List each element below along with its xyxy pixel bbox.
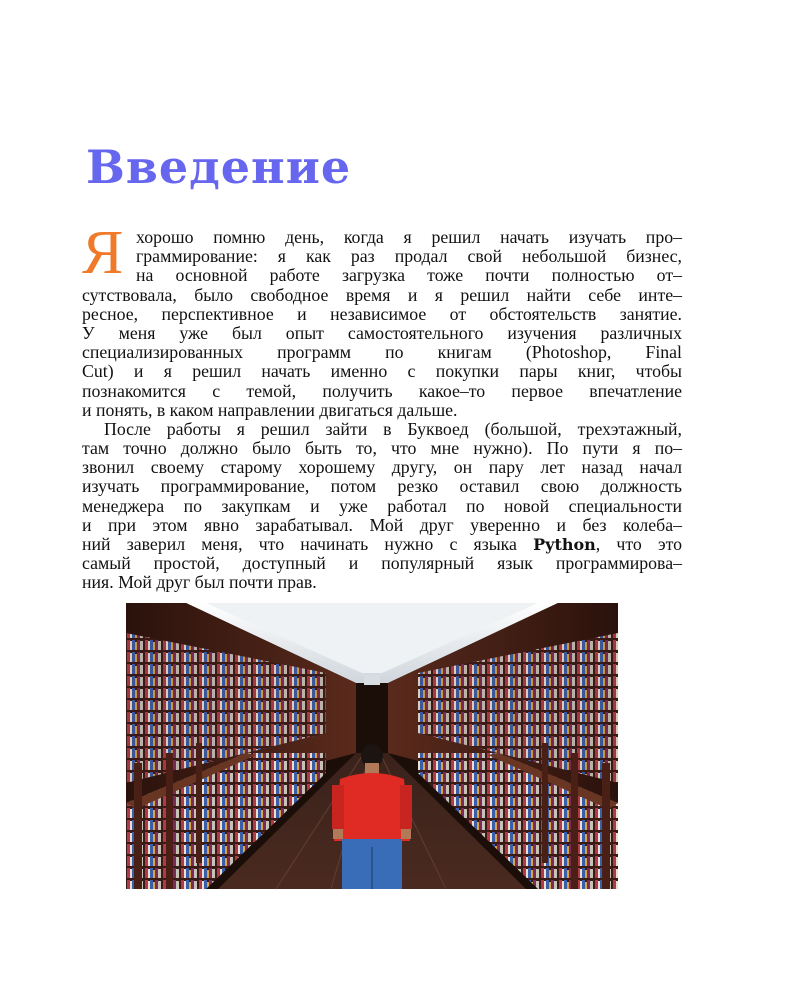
text-line: и понять, в каком направлении двигаться дальше. <box>82 399 458 420</box>
text-line: там точно должно было быть то, что мне нужно). По пути я по– <box>82 438 682 459</box>
text-line: самый простой, доступный и популярный язык программирова– <box>82 553 682 574</box>
body-text <box>82 219 683 593</box>
text-line: ресное, перспективное и независимое от обстоятельств занятие. <box>82 303 682 324</box>
intro-paragraph <box>82 219 682 420</box>
bookstore-aisle-illustration-svg <box>126 603 618 889</box>
text-line: ний заверил меня, что начинать нужно с языка Python, что это <box>82 534 683 554</box>
text-line: хорошо помню день, когда я решил начать изучать про– <box>136 227 682 247</box>
text-line: сутствовала, было свободное время и я решил найти себе инте– <box>82 284 682 305</box>
text-line: У меня уже был опыт самостоятельного изучения различных <box>82 322 682 343</box>
text-line: менеджера по закупкам и уже работал по новой специальности <box>82 495 682 516</box>
text-line: звонил своему старому хорошему другу, он пару лет назад начал <box>82 457 682 478</box>
text-line: граммирование: я как раз продал свой небольшой бизнес, <box>136 246 682 267</box>
text-line: специализированных программ по книгам (Photoshop, Final <box>82 342 682 363</box>
python-keyword: Python <box>533 535 596 554</box>
text-line: на основной работе загрузка тоже почти полностью от– <box>136 265 682 286</box>
text-line: Cut) и я решил начать именно с покупки пары книг, чтобы <box>82 361 682 382</box>
text-line: После работы я решил зайти в Буквоед (большой, трехэтажный, <box>104 418 682 439</box>
second-paragraph <box>82 420 682 593</box>
bookstore-aisle-illustration <box>126 603 618 889</box>
text-line: изучать программирование, потом резко оставил свою должность <box>82 476 682 497</box>
text-line: познакомится с темой, получить какое–то первое впечатление <box>82 380 682 401</box>
chapter-title: Введение <box>86 140 352 194</box>
drop-cap: Я <box>82 219 124 287</box>
text-line: и при этом явно зарабатывал. Мой друг уверенно и без колеба– <box>82 514 682 535</box>
text-line: ния. Мой друг был почти прав. <box>82 572 317 593</box>
